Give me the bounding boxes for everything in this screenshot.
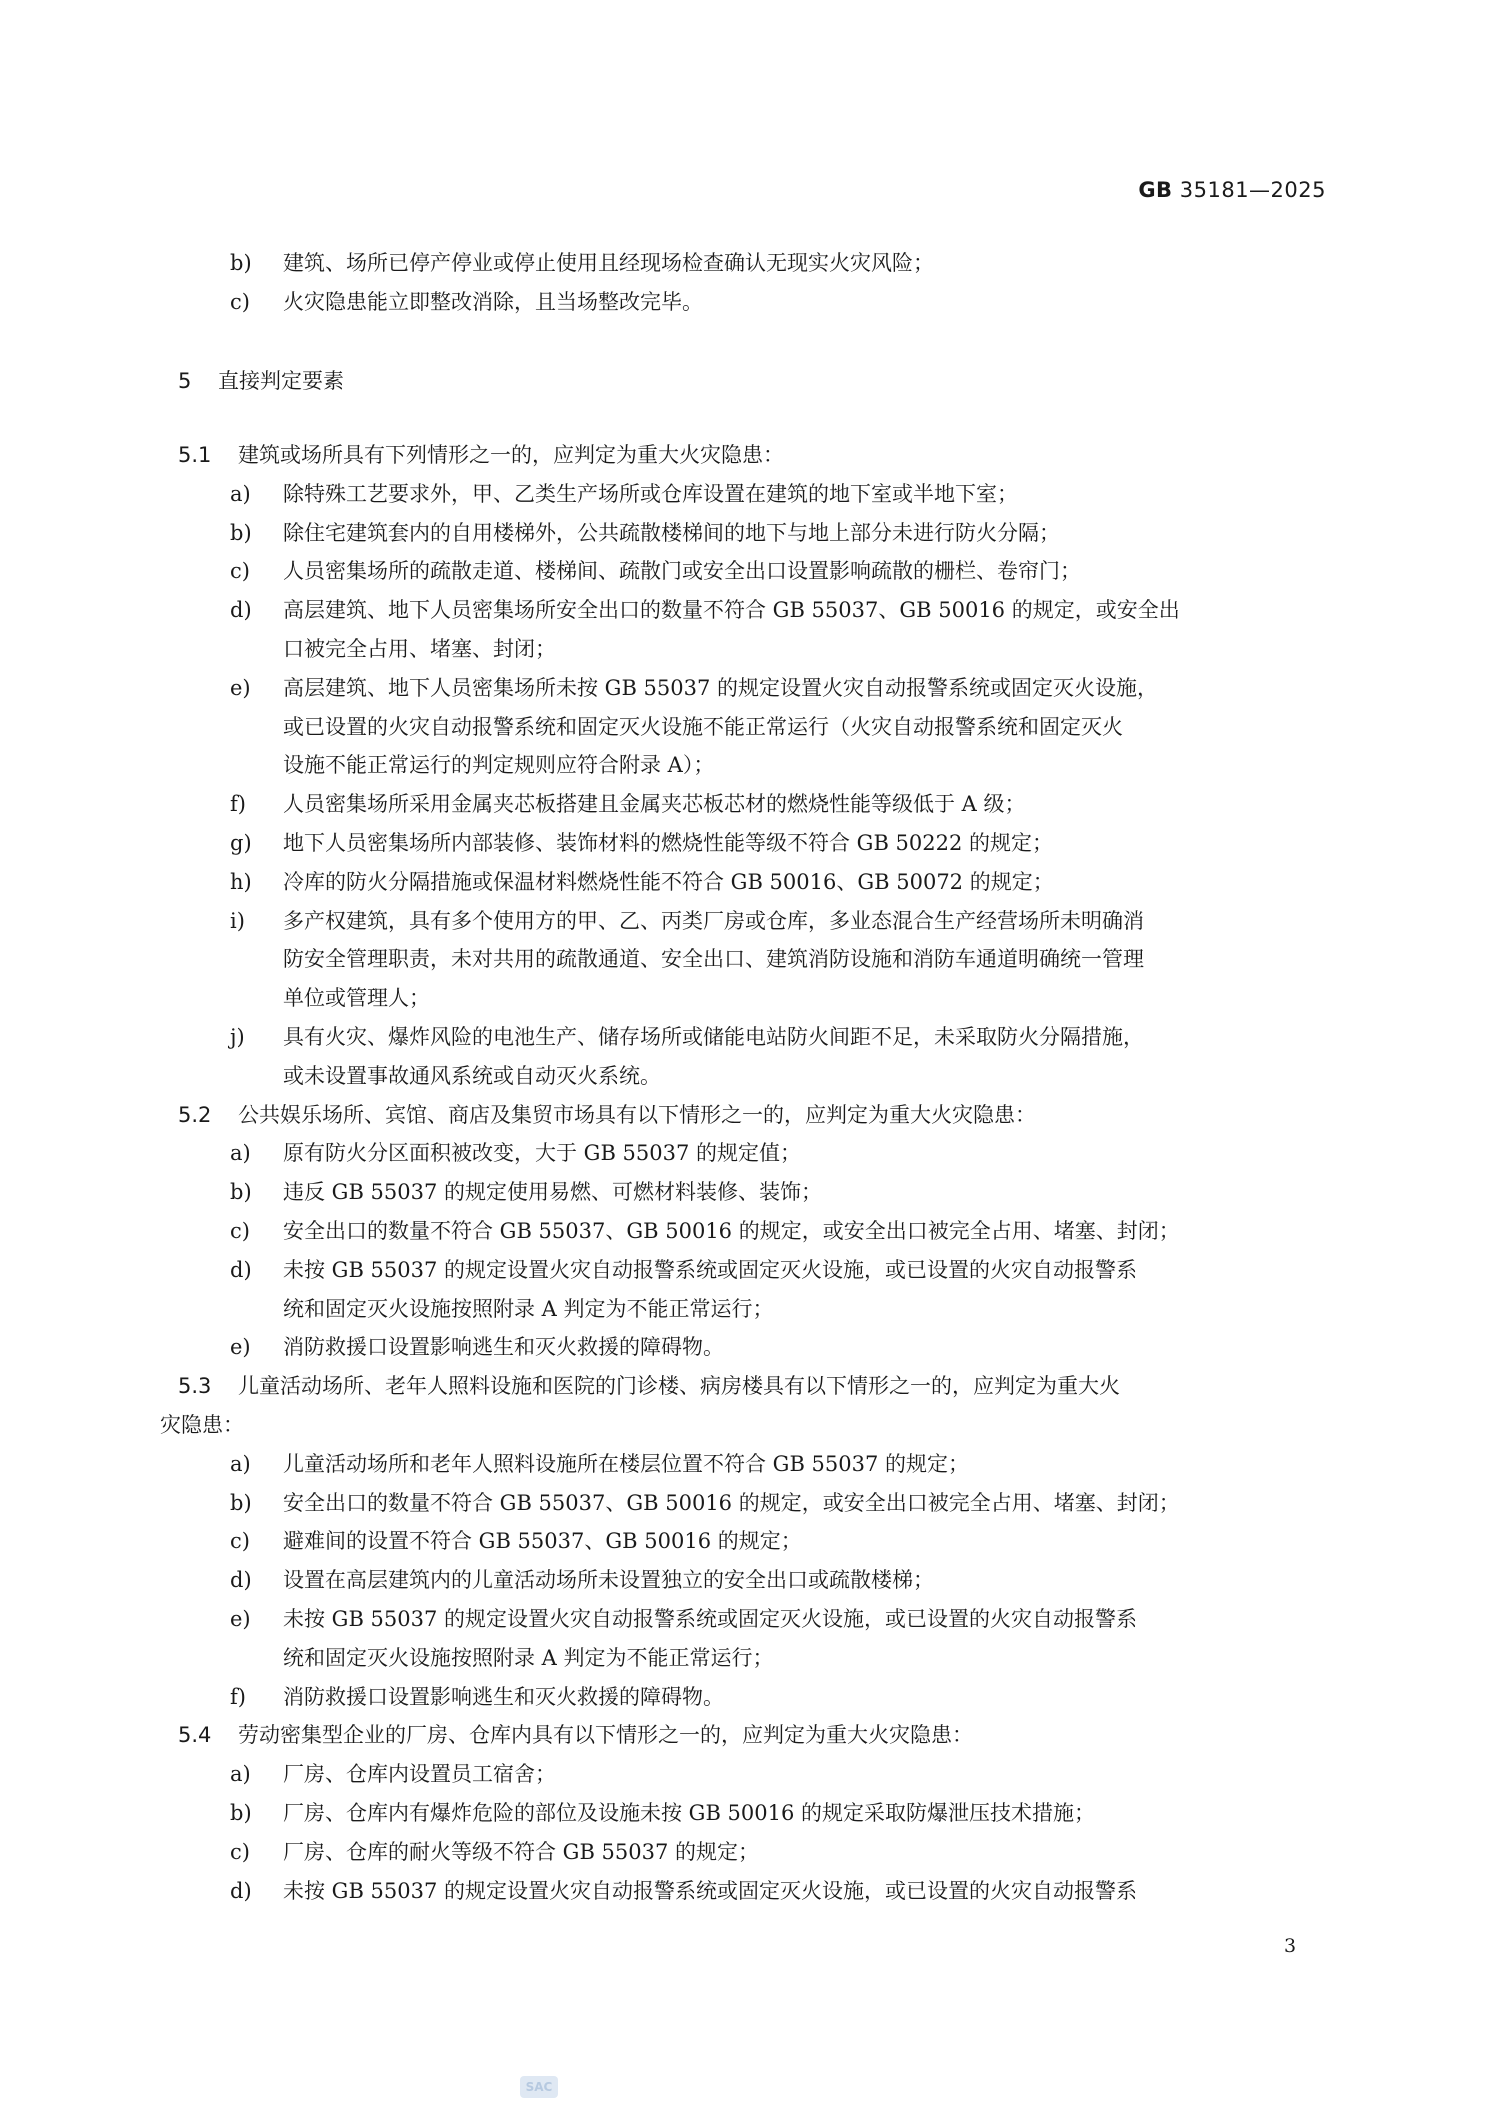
list-item-text: 安全出口的数量不符合 GB 55037、GB 50016 的规定，或安全出口被完全占用、堵塞、封闭； <box>283 1490 1180 1515</box>
list-item-label: d) <box>230 1257 252 1282</box>
list-item-text: 或已设置的火灾自动报警系统和固定灭火设施不能正常运行（火灾自动报警系统和固定灭火 <box>283 714 1123 739</box>
list-item-text: 设施不能正常运行的判定规则应符合附录 A）； <box>283 753 715 778</box>
list-item-label: d) <box>230 1878 252 1903</box>
list-item-text: 厂房、仓库内有爆炸危险的部位及设施未按 GB 50016 的规定采取防爆泄压技术措施； <box>283 1801 1096 1825</box>
standard-prefix: GB <box>1138 178 1173 202</box>
list-item-text: 高层建筑、地下人员密集场所安全出口的数量不符合 GB 55037、GB 50016 的规定，或安全出 <box>283 598 1180 623</box>
section-number: 5.4 <box>178 1723 212 1748</box>
list-item-label: h) <box>230 869 252 894</box>
list-item-text: 高层建筑、地下人员密集场所未按 GB 55037 的规定设置火灾自动报警系统或固定灭火设施， <box>283 675 1159 700</box>
list-item-label: c) <box>230 289 250 314</box>
list-item-label: a) <box>230 481 251 506</box>
list-item-label: a) <box>230 1762 251 1787</box>
page-number: 3 <box>1284 1935 1297 1957</box>
chapter-title: 直接判定要素 <box>218 369 344 393</box>
list-item-text: 防安全管理职责，未对共用的疏散通道、安全出口、建筑消防设施和消防车通道明确统一管理 <box>283 947 1144 972</box>
list-item-label: f) <box>230 792 246 817</box>
section-text: 儿童活动场所、老年人照料设施和医院的门诊楼、病房楼具有以下情形之一的，应判定为重大火 <box>238 1374 1120 1399</box>
list-item-text: 冷库的防火分隔措施或保温材料燃烧性能不符合 GB 50016、GB 50072 的规定； <box>283 869 1054 894</box>
list-item-text: 原有防火分区面积被改变，大于 GB 55037 的规定值； <box>283 1141 802 1166</box>
list-item-label: e) <box>230 1607 251 1631</box>
list-item-text: 除住宅建筑套内的自用楼梯外，公共疏散楼梯间的地下与地上部分未进行防火分隔； <box>283 520 1060 545</box>
list-item-text: 地下人员密集场所内部装修、装饰材料的燃烧性能等级不符合 GB 50222 的规定； <box>283 831 1054 855</box>
list-item-text: 建筑、场所已停产停业或停止使用且经现场检查确认无现实火灾风险； <box>283 251 934 275</box>
list-item-label: i) <box>230 908 245 933</box>
list-item-text: 人员密集场所的疏散走道、楼梯间、疏散门或安全出口设置影响疏散的栅栏、卷帘门； <box>283 559 1081 584</box>
list-item-text: 火灾隐患能立即整改消除，且当场整改完毕。 <box>283 289 703 314</box>
list-item-text: 避难间的设置不符合 GB 55037、GB 50016 的规定； <box>283 1529 802 1554</box>
section-text: 建筑或场所具有下列情形之一的，应判定为重大火灾隐患： <box>238 443 784 467</box>
list-item-text: 人员密集场所采用金属夹芯板搭建且金属夹芯板芯材的燃烧性能等级低于 A 级； <box>283 792 1026 817</box>
list-item-text: 未按 GB 55037 的规定设置火灾自动报警系统或固定灭火设施，或已设置的火灾自动报警系 <box>283 1878 1138 1903</box>
list-item-label: b) <box>230 1490 252 1515</box>
list-item-text: 安全出口的数量不符合 GB 55037、GB 50016 的规定，或安全出口被完全占用、堵塞、封闭； <box>283 1219 1180 1243</box>
section-text: 劳动密集型企业的厂房、仓库内具有以下情形之一的，应判定为重大火灾隐患： <box>238 1723 973 1748</box>
list-item-text: 消防救援口设置影响逃生和灭火救援的障碍物。 <box>283 1684 724 1709</box>
list-item-label: c) <box>230 1219 250 1243</box>
list-item-text: 消防救援口设置影响逃生和灭火救援的障碍物。 <box>283 1335 724 1360</box>
list-item-text: 违反 GB 55037 的规定使用易燃、可燃材料装修、装饰； <box>283 1180 823 1205</box>
list-item-label: b) <box>230 251 252 275</box>
list-item-text: 厂房、仓库的耐火等级不符合 GB 55037 的规定； <box>283 1839 760 1864</box>
chapter-number: 5 <box>178 369 192 393</box>
list-item-text: 统和固定灭火设施按照附录 A 判定为不能正常运行； <box>283 1645 774 1670</box>
section-text-continued: 灾隐患： <box>160 1413 244 1437</box>
list-item-text: 或未设置事故通风系统或自动灭火系统。 <box>283 1063 661 1088</box>
standard-number <box>1138 178 1326 202</box>
list-item-label: e) <box>230 1335 251 1360</box>
list-item-text: 未按 GB 55037 的规定设置火灾自动报警系统或固定灭火设施，或已设置的火灾自动报警系 <box>283 1607 1138 1631</box>
list-item-label: c) <box>230 559 250 584</box>
list-item-label: j) <box>230 1025 245 1049</box>
list-item-text: 未按 GB 55037 的规定设置火灾自动报警系统或固定灭火设施，或已设置的火灾自动报警系 <box>283 1257 1138 1282</box>
list-item-text: 厂房、仓库内设置员工宿舍； <box>283 1762 556 1787</box>
section-text: 公共娱乐场所、宾馆、商店及集贸市场具有以下情形之一的，应判定为重大火灾隐患： <box>238 1102 1036 1127</box>
list-item-label: b) <box>230 1180 252 1205</box>
section-number: 5.3 <box>178 1374 212 1399</box>
list-item-label: d) <box>230 1568 252 1593</box>
list-item-label: c) <box>230 1839 250 1864</box>
list-item-label: d) <box>230 598 252 623</box>
list-item-label: g) <box>230 831 252 855</box>
list-item-text: 单位或管理人； <box>283 986 430 1011</box>
section-number: 5.2 <box>178 1102 212 1127</box>
section-number: 5.1 <box>178 443 212 467</box>
list-item-text: 设置在高层建筑内的儿童活动场所未设置独立的安全出口或疏散楼梯； <box>283 1568 934 1593</box>
list-item-label: a) <box>230 1141 251 1166</box>
list-item-label: c) <box>230 1529 250 1554</box>
list-item-label: f) <box>230 1684 246 1709</box>
list-item-text: 统和固定灭火设施按照附录 A 判定为不能正常运行； <box>283 1296 774 1321</box>
watermark-logo: SAC <box>520 2076 558 2098</box>
list-item-text: 具有火灾、爆炸风险的电池生产、储存场所或储能电站防火间距不足，未采取防火分隔措施， <box>283 1025 1144 1049</box>
list-item-text: 多产权建筑，具有多个使用方的甲、乙、丙类厂房或仓库，多业态混合生产经营场所未明确消 <box>283 908 1144 933</box>
standard-code: 35181—2025 <box>1179 178 1326 202</box>
list-item-label: b) <box>230 1801 252 1825</box>
list-item-text: 除特殊工艺要求外，甲、乙类生产场所或仓库设置在建筑的地下室或半地下室； <box>283 481 1018 506</box>
list-item-label: a) <box>230 1451 251 1476</box>
list-item-text: 口被完全占用、堵塞、封闭； <box>283 637 556 661</box>
list-item-label: e) <box>230 675 251 700</box>
list-item-label: b) <box>230 520 252 545</box>
list-item-text: 儿童活动场所和老年人照料设施所在楼层位置不符合 GB 55037 的规定； <box>283 1451 970 1476</box>
